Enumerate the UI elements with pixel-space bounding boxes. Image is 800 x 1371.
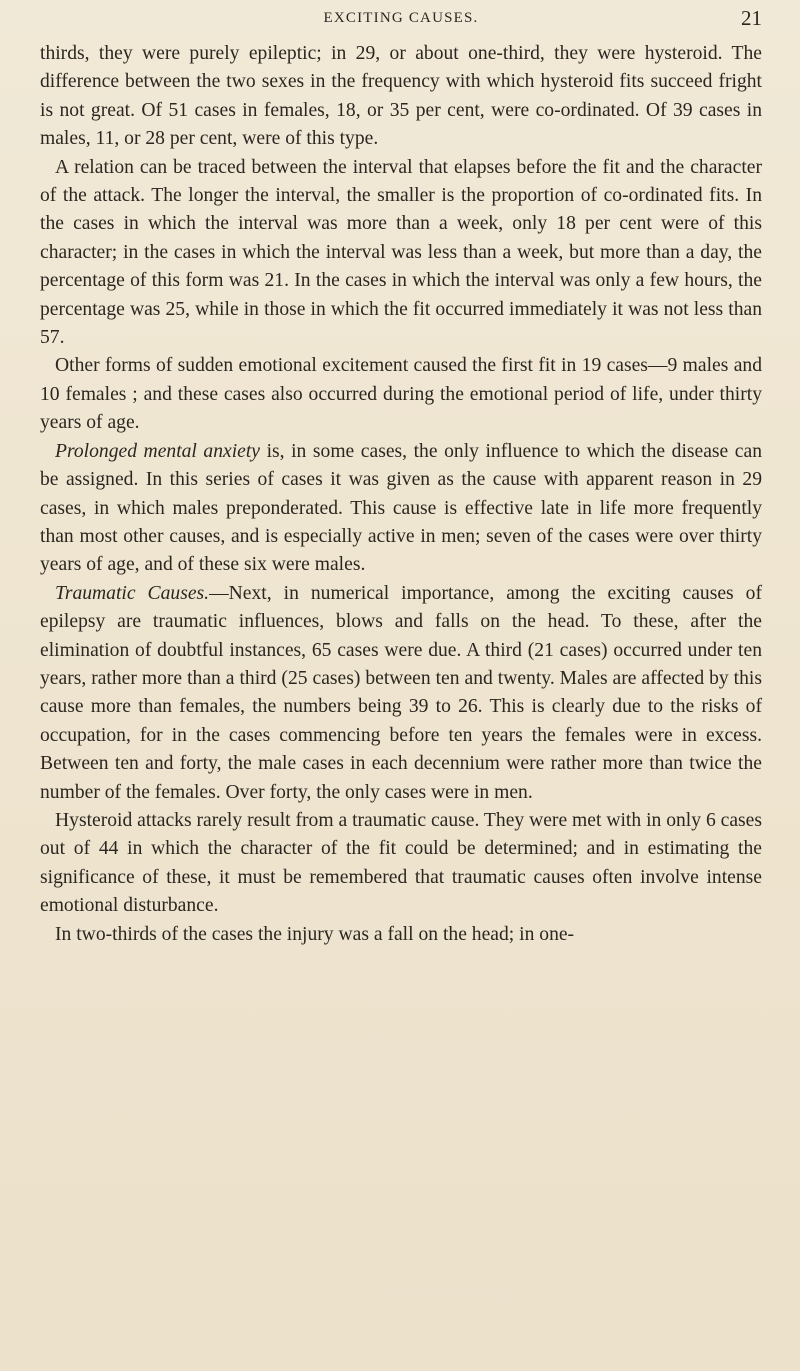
running-title: EXCITING CAUSES. [323, 10, 479, 26]
paragraph-fall-on-head [40, 921, 762, 949]
paragraph-text: A relation can be traced between the interval that elapses before the fit and the character of the attack. The longer the interval, the smaller is the proportion of co-ordinated fits. In the cases in which the interval was more than a week, only 18 per cent were of this character; in the cases in which the interval was less than a week, but more than a day, the percentage of this form was 21. In the cases in which the interval was only a few hours, the percentage was 25, while in those in which the fit occurred immediately it was not less than 57. [40, 156, 762, 349]
paragraph-text: In two-thirds of the cases the injury was a fall on the head; in one- [55, 923, 575, 945]
paragraph-interval-relation [40, 154, 762, 353]
body-text [40, 40, 762, 949]
paragraph-text: —Next, in numerical importance, among the exciting causes of epilepsy are traumatic influences, blows and falls on the head. To these, after the elimination of doubtful instances, 65 cases were due. A third (21 cases) occurred under ten years, rather more than a third (25 cases) between ten and twenty. Males are affected by this cause more than females, the numbers being 39 to 26. This is clearly due to the risks of occupation, for in the cases commencing before ten years the females were in excess. Between ten and forty, the male cases in each decennium were rather more than twice the number of the females. Over forty, the only cases were in men. [40, 582, 762, 803]
paragraph-text: is, in some cases, the only influence to which the disease can be assigned. In this series of cases it was given as the cause with apparent reason in 29 cases, in which males preponderated. This cause is effective late in life more frequently than most other causes, and is especially active in men; seven of the cases were over thirty years of age, and of these six were males. [40, 440, 763, 576]
paragraph-hysteroid-attacks [40, 807, 762, 921]
running-head [40, 0, 762, 34]
page-number: 21 [741, 6, 762, 30]
paragraph-text: Other forms of sudden emotional excitement caused the first fit in 19 cases—9 males and 10 females ; and these cases also occurred during the emotional period of life, under thirty years of age. [40, 355, 762, 434]
paragraph-mental-anxiety [40, 438, 762, 580]
paragraph-emotional-excitement [40, 352, 762, 437]
paragraph-traumatic-causes [40, 580, 762, 807]
paragraph-text: Hysteroid attacks rarely result from a traumatic cause. They were met with in only 6 cases out of 44 in which the character of the fit could be determined; and in estimating the significance of these, it must be remembered that traumatic causes often involve intense emotional disturbance. [40, 809, 762, 917]
paragraph-lead: Prolonged mental anxiety [55, 440, 261, 462]
paragraph-text: thirds, they were purely epileptic; in 29, or about one-third, they were hysteroid. The difference between the two sexes in the frequency with which hysteroid fits succeed fright is not great. Of 51 cases in females, 18, or 35 per cent, were co-ordinated. Of 39 cases in males, 11, or 28 per cent, were of this type. [40, 43, 762, 150]
paragraph-continuation [40, 40, 762, 154]
paragraph-lead: Traumatic Causes. [55, 582, 210, 604]
